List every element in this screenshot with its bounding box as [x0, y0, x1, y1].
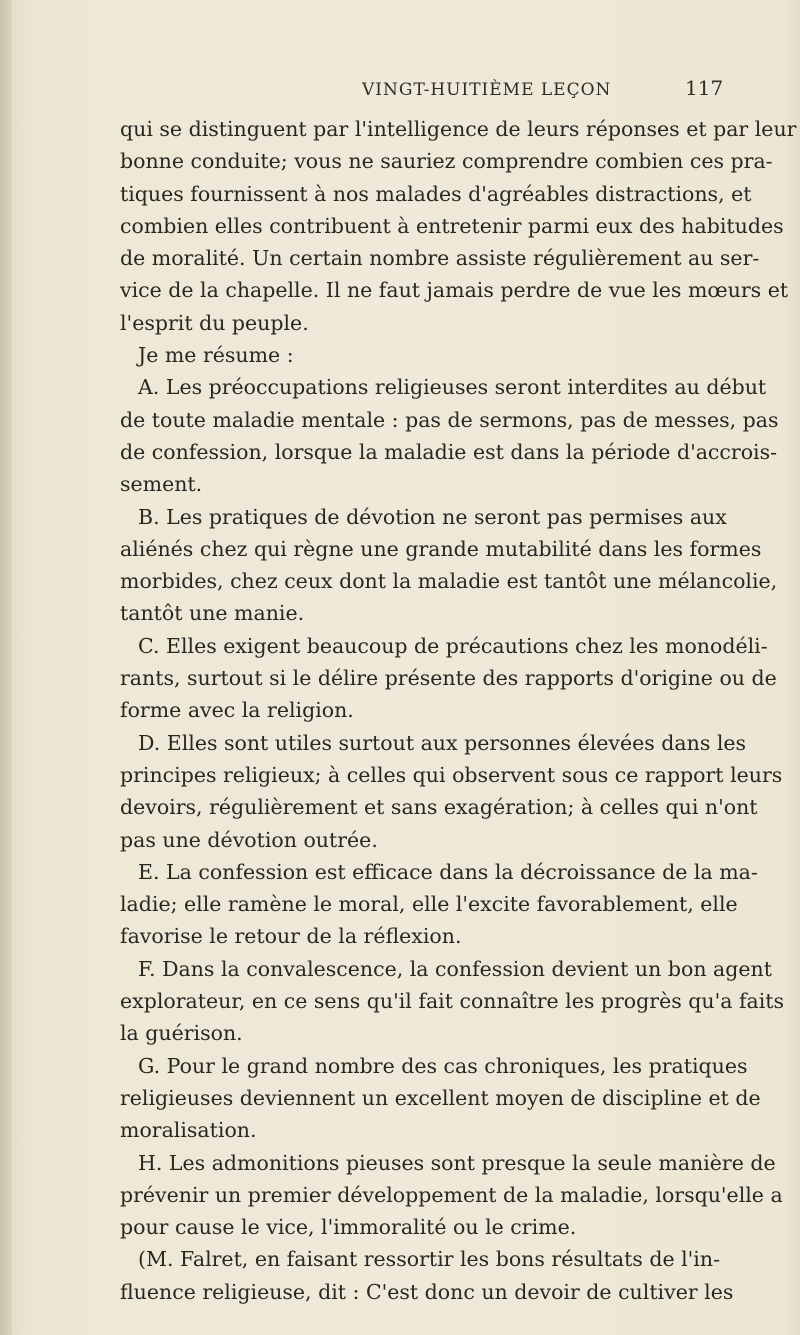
text-line: de moralité. Un certain nombre assiste régulièrement au ser-	[120, 246, 760, 271]
text-line: F. Dans la convalescence, la confession devient un bon agent	[138, 956, 772, 981]
text-line: E. La confession est efficace dans la décroissance de la ma-	[138, 859, 758, 884]
text-line: principes religieux; à celles qui observent sous ce rapport leurs	[120, 762, 783, 787]
text-line: de toute maladie mentale : pas de sermons, pas de messes, pas	[120, 407, 779, 432]
text-line: Je me résume :	[138, 343, 294, 368]
text-line: religieuses deviennent un excellent moyen de discipline et de	[120, 1085, 761, 1110]
text-line: morbides, chez ceux dont la maladie est tantôt une mélancolie,	[120, 569, 778, 594]
text-line: l'esprit du peuple.	[120, 310, 309, 335]
page-header	[0, 76, 800, 106]
text-line: ladie; elle ramène le moral, elle l'excite favorablement, elle	[120, 892, 738, 917]
text-line: prévenir un premier développement de la maladie, lorsqu'elle a	[120, 1182, 783, 1207]
text-line: B. Les pratiques de dévotion ne seront pas permises aux	[138, 504, 727, 529]
text-line: G. Pour le grand nombre des cas chroniques, les pratiques	[138, 1053, 748, 1078]
page-number: 117	[685, 76, 724, 100]
text-line: aliénés chez qui règne une grande mutabilité dans les formes	[120, 536, 762, 561]
text-line: fluence religieuse, dit : C'est donc un devoir de cultiver les	[120, 1279, 734, 1304]
running-title: VINGT-HUITIÈME LEÇON	[362, 80, 612, 100]
text-line: pour cause le vice, l'immoralité ou le crime.	[120, 1215, 577, 1240]
text-line: H. Les admonitions pieuses sont presque la seule manière de	[138, 1150, 776, 1175]
text-line: devoirs, régulièrement et sans exagération; à celles qui n'ont	[120, 795, 758, 820]
text-line: tiques fournissent à nos malades d'agréables distractions, et	[120, 181, 752, 206]
text-line: favorise le retour de la réflexion.	[120, 924, 462, 949]
text-line: D. Elles sont utiles surtout aux personnes élevées dans les	[138, 730, 747, 755]
text-line: la guérison.	[120, 1021, 243, 1046]
text-line: pas une dévotion outrée.	[120, 827, 378, 852]
text-line: (M. Falret, en faisant ressortir les bons résultats de l'in-	[138, 1247, 720, 1272]
text-line: forme avec la religion.	[120, 698, 354, 723]
text-line: moralisation.	[120, 1118, 257, 1143]
text-line: rants, surtout si le délire présente des rapports d'origine ou de	[120, 666, 777, 691]
page-gutter-shadow	[0, 0, 12, 1335]
text-line: combien elles contribuent à entretenir parmi eux des habitudes	[120, 213, 784, 238]
text-line: bonne conduite; vous ne sauriez comprendre combien ces pra-	[120, 149, 773, 174]
text-line: C. Elles exigent beaucoup de précautions chez les monodéli-	[138, 633, 768, 658]
text-line: de confession, lorsque la maladie est dans la période d'accrois-	[120, 439, 778, 464]
body-text	[120, 113, 797, 1308]
text-line: explorateur, en ce sens qu'il fait connaître les progrès qu'a faits	[120, 989, 785, 1014]
text-line: qui se distinguent par l'intelligence de leurs réponses et par leur	[120, 117, 797, 141]
text-line: A. Les préoccupations religieuses seront interdites au début	[138, 375, 767, 400]
text-line: vice de la chapelle. Il ne faut jamais perdre de vue les mœurs et	[120, 278, 789, 303]
text-line: tantôt une manie.	[120, 601, 305, 626]
text-line: sement.	[120, 472, 203, 497]
